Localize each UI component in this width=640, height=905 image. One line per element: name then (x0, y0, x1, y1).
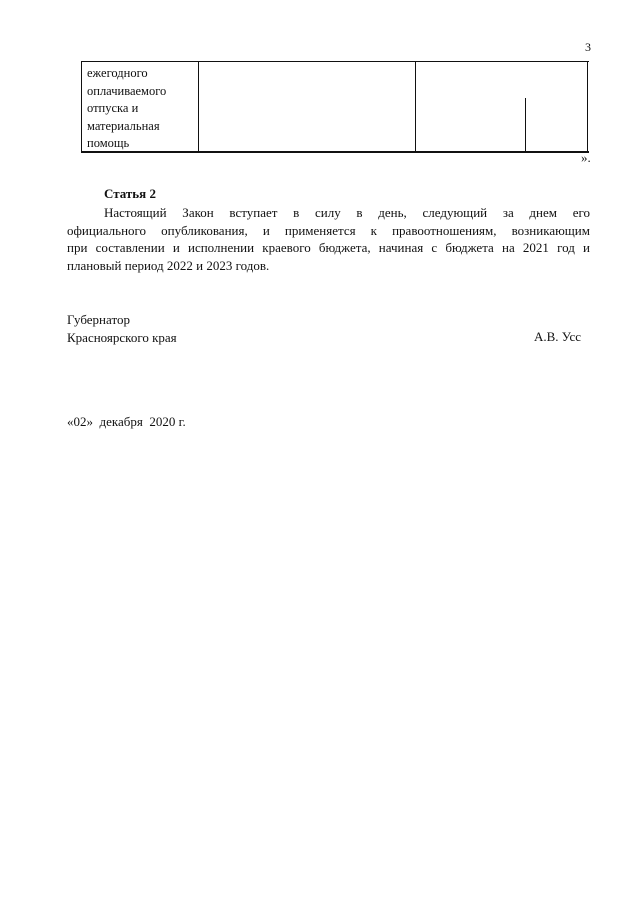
signatory-name: А.В. Усс (534, 329, 581, 344)
table-column-divider-partial (525, 98, 526, 151)
table-column-divider (415, 62, 416, 151)
article-line: Настоящий Закон вступает в силу в день, следующий за днем его (104, 205, 590, 220)
article-body (67, 204, 590, 274)
closing-quote: ». (581, 150, 591, 165)
article-line: официального опубликования, и применяется к правоотношениям, возникающим (67, 222, 590, 238)
table-cell-line: ежегодного (87, 66, 148, 80)
signing-date: «02» декабря 2020 г. (67, 414, 186, 429)
signatory-title-line: Красноярского края (67, 329, 177, 345)
table-fragment (81, 61, 589, 153)
article-heading: Статья 2 (104, 186, 156, 201)
table-column-divider (198, 62, 199, 151)
page-number: 3 (585, 40, 591, 54)
signatory-title (67, 311, 177, 346)
table-cell-line: оплачиваемого (87, 83, 167, 98)
article-line: плановый период 2022 и 2023 годов. (67, 257, 270, 273)
table-cell-line: отпуска и (87, 101, 139, 115)
table-cell-description (87, 65, 197, 153)
table-cell-line: помощь (87, 136, 130, 150)
table-cell-line: материальная (87, 118, 160, 133)
article-line: при составлении и исполнении краевого бюджета, начиная с бюджета на 2021 год и (67, 240, 590, 255)
table-column-divider (587, 62, 588, 151)
signatory-title-line: Губернатор (67, 312, 130, 327)
